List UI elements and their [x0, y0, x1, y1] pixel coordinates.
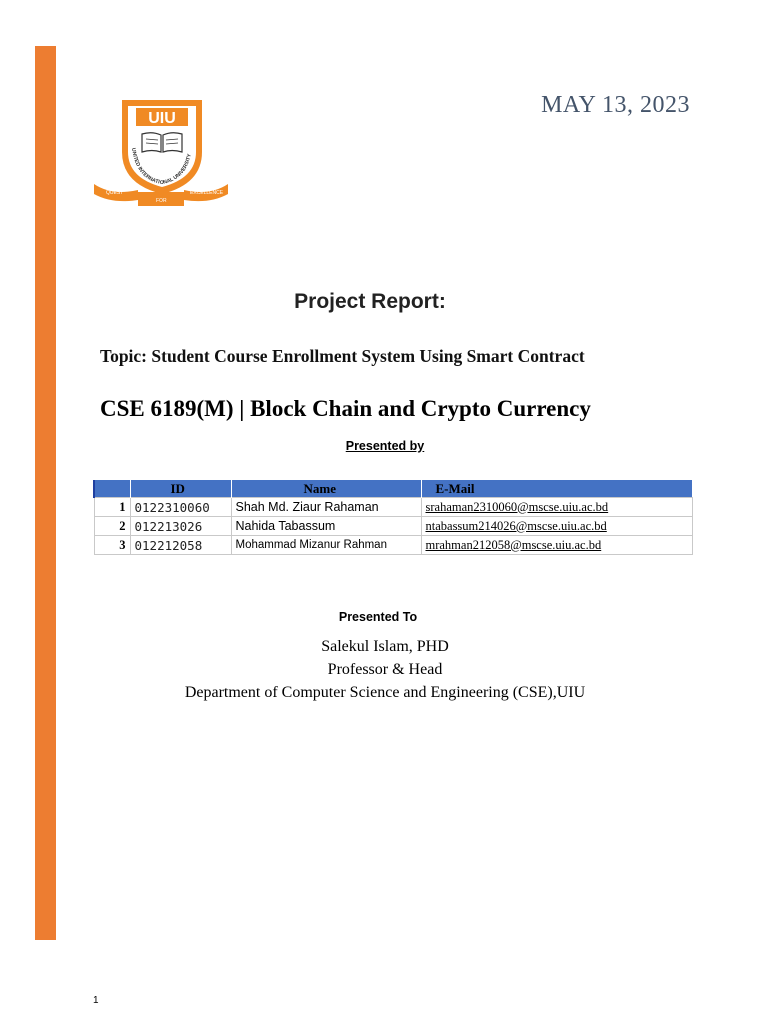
logo-ring-text: UNITED INTERNATIONAL UNIVERSITY — [130, 147, 193, 187]
ribbon-right-text: EXCELLENCE — [190, 190, 224, 196]
header-id — [130, 480, 231, 498]
student-id: 012212058 — [130, 536, 231, 555]
supervisor-role: Professor & Head — [327, 661, 443, 678]
student-id: 012213026 — [130, 517, 231, 536]
row-number: 3 — [94, 536, 130, 555]
ribbon-left-text: QUEST — [106, 190, 124, 196]
student-name: Mohammad Mizanur Rahman — [231, 536, 421, 555]
student-email-link[interactable]: srahaman2310060@mscse.uiu.ac.bd — [421, 498, 692, 517]
presented-to-heading: Presented To — [338, 610, 418, 624]
row-number: 1 — [94, 498, 130, 517]
table-row — [94, 498, 692, 517]
course-title: CSE 6189(M) | Block Chain and Crypto Currency — [100, 396, 591, 421]
student-name: Shah Md. Ziaur Rahaman — [231, 498, 421, 517]
presented-by-heading: Presented by — [345, 439, 425, 453]
header-name-label: Name — [303, 480, 336, 496]
supervisor-department: Department of Computer Science and Engineering (CSE),UIU — [184, 684, 586, 701]
student-id: 0122310060 — [130, 498, 231, 517]
page-number: 1 — [93, 995, 99, 1006]
header-id-label: ID — [170, 480, 185, 496]
student-name: Nahida Tabassum — [231, 517, 421, 536]
header-no — [94, 480, 130, 498]
report-date: MAY 13, 2023 — [541, 92, 690, 118]
table-row — [94, 517, 692, 536]
header-email-label: E-Mail — [435, 480, 475, 496]
student-email-link[interactable]: ntabassum214026@mscse.uiu.ac.bd — [421, 517, 692, 536]
row-number: 2 — [94, 517, 130, 536]
supervisor-name: Salekul Islam, PHD — [321, 638, 449, 655]
uiu-logo — [92, 98, 230, 208]
ribbon-center-text: FOR — [156, 198, 167, 204]
logo-acronym: UIU — [148, 110, 176, 127]
report-title: Project Report: — [294, 290, 446, 313]
members-table — [93, 480, 693, 555]
table-row — [94, 536, 692, 555]
student-email-link[interactable]: mrahman212058@mscse.uiu.ac.bd — [421, 536, 692, 555]
members-header-row — [94, 480, 692, 498]
topic-line: Topic: Student Course Enrollment System Using Smart Contract — [100, 346, 585, 366]
header-name — [231, 480, 421, 498]
orange-side-bar — [35, 46, 56, 940]
header-email — [421, 480, 692, 498]
